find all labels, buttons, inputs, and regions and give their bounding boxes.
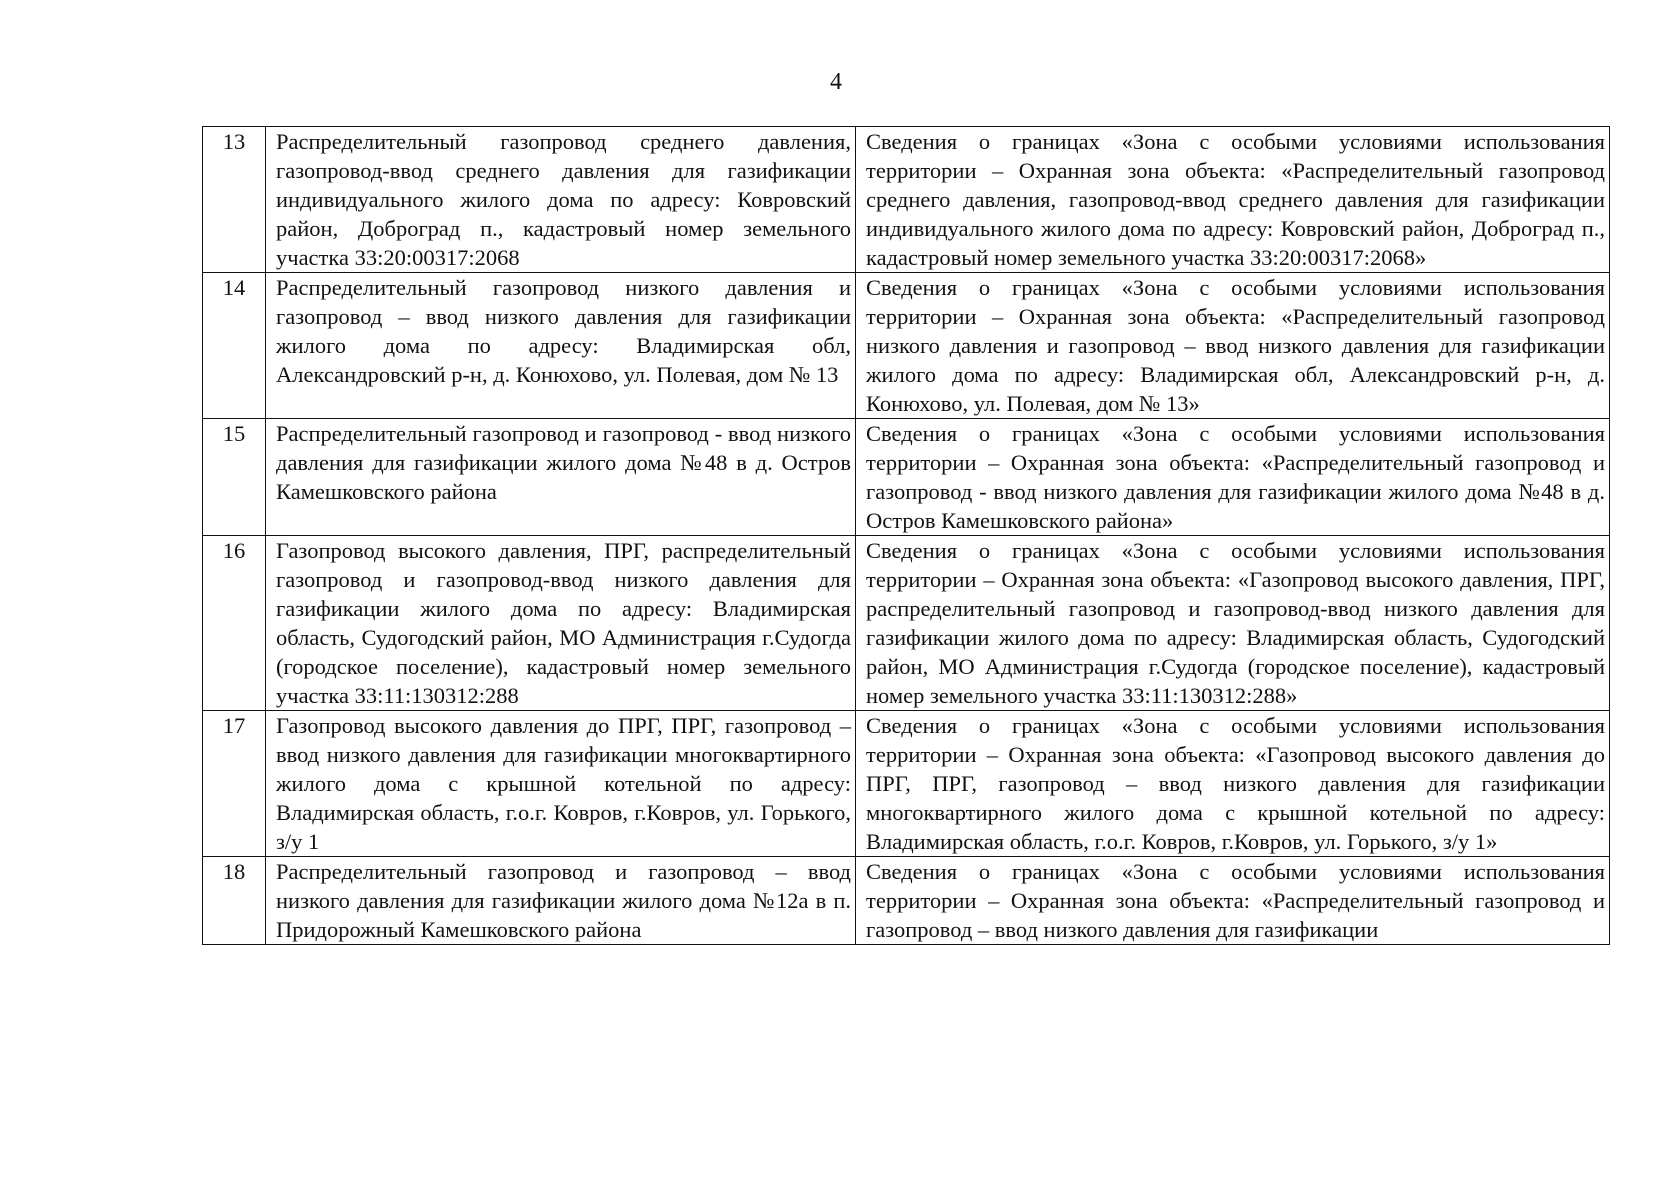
row-number: 16 [203, 536, 266, 711]
object-description: Распределительный газопровод среднего давления, газопровод-ввод среднего давления для газификации индивидуального жилого дома по адресу: Ковровский район, Доброград п., кадастровый номер земельного участка 33:20:00317:2068 [266, 127, 856, 273]
table-row [203, 857, 1610, 945]
zone-boundary-info: Сведения о границах «Зона с особыми условиями использования территории – Охранная зона объекта: «Газопровод высокого давления до ПРГ, ПРГ, газопровод – ввод низкого давления для газификации многоквартирного жилого дома с крышной котельной по адресу: Владимирская область, г.о.г. Ковров, г.Ковров, ул. Горького, з/у 1» [856, 711, 1610, 857]
row-number: 14 [203, 273, 266, 419]
table-row [203, 711, 1610, 857]
zone-boundary-info: Сведения о границах «Зона с особыми условиями использования территории – Охранная зона объекта: «Газопровод высокого давления, ПРГ, распределительный газопровод и газопровод-ввод низкого давления для газификации жилого дома по адресу: Владимирская область, Судогодский район, МО Администрация г.Судогда (городское поселение), кадастровый номер земельного участка 33:11:130312:288» [856, 536, 1610, 711]
zone-boundary-info: Сведения о границах «Зона с особыми условиями использования территории – Охранная зона объекта: «Распределительный газопровод и газопровод - ввод низкого давления для газификации жилого дома №48 в д. Остров Камешковского района» [856, 419, 1610, 536]
row-number: 15 [203, 419, 266, 536]
object-description: Распределительный газопровод низкого давления и газопровод – ввод низкого давления для газификации жилого дома по адресу: Владимирская обл, Александровский р-н, д. Конюхово, ул. Полевая, дом № 13 [266, 273, 856, 419]
table-row [203, 273, 1610, 419]
table-row [203, 127, 1610, 273]
table-row [203, 536, 1610, 711]
table-row [203, 419, 1610, 536]
object-description: Газопровод высокого давления, ПРГ, распределительный газопровод и газопровод-ввод низкого давления для газификации жилого дома по адресу: Владимирская область, Судогодский район, МО Администрация г.Судогда (городское поселение), кадастровый номер земельного участка 33:11:130312:288 [266, 536, 856, 711]
object-description: Газопровод высокого давления до ПРГ, ПРГ, газопровод – ввод низкого давления для газификации многоквартирного жилого дома с крышной котельной по адресу: Владимирская область, г.о.г. Ковров, г.Ковров, ул. Горького, з/у 1 [266, 711, 856, 857]
row-number: 17 [203, 711, 266, 857]
zones-table [202, 126, 1610, 945]
object-description: Распределительный газопровод и газопровод – ввод низкого давления для газификации жилого дома №12а в п. Придорожный Камешковского района [266, 857, 856, 945]
zone-boundary-info: Сведения о границах «Зона с особыми условиями использования территории – Охранная зона объекта: «Распределительный газопровод среднего давления, газопровод-ввод среднего давления для газификации индивидуального жилого дома по адресу: Ковровский район, Доброград п., кадастровый номер земельного участка 33:20:00317:2068» [856, 127, 1610, 273]
object-description: Распределительный газопровод и газопровод - ввод низкого давления для газификации жилого дома №48 в д. Остров Камешковского района [266, 419, 856, 536]
zone-boundary-info: Сведения о границах «Зона с особыми условиями использования территории – Охранная зона объекта: «Распределительный газопровод низкого давления и газопровод – ввод низкого давления для газификации жилого дома по адресу: Владимирская обл, Александровский р-н, д. Конюхово, ул. Полевая, дом № 13» [856, 273, 1610, 419]
zone-boundary-info: Сведения о границах «Зона с особыми условиями использования территории – Охранная зона объекта: «Распределительный газопровод и газопровод – ввод низкого давления для газификации [856, 857, 1610, 945]
page-number: 4 [830, 69, 842, 95]
row-number: 18 [203, 857, 266, 945]
row-number: 13 [203, 127, 266, 273]
